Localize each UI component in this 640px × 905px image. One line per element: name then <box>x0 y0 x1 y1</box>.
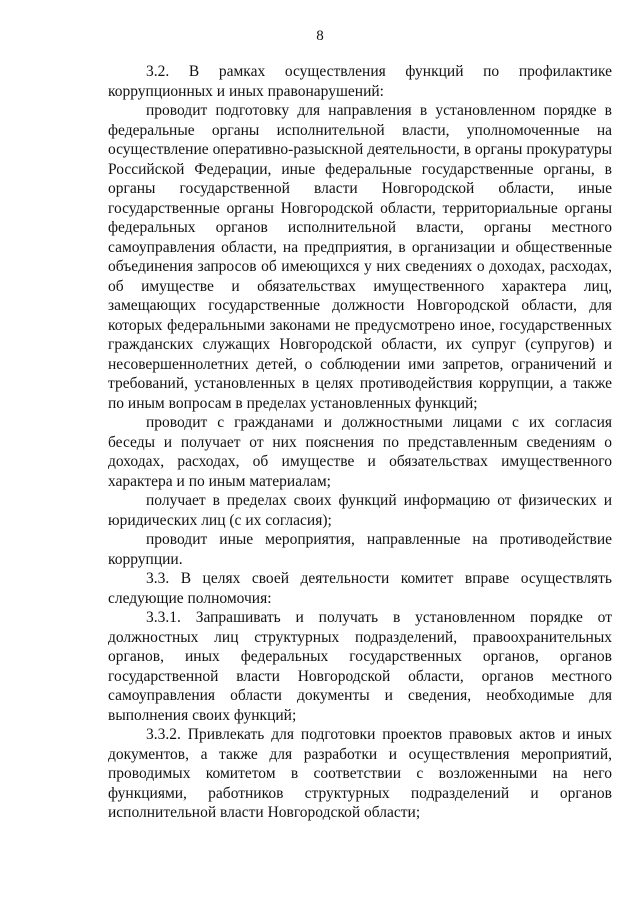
page-number: 8 <box>316 28 324 44</box>
paragraph-3-3-2: 3.3.2. Привлекать для подготовки проектов правовых актов и иных документов, а также для разработки и осуществления мероприятий, проводимых комитетом в соответствии с возложенными на него функциями, работников структурных подразделений и органов исполнительной власти Новгородской области; <box>108 726 612 821</box>
paragraph-interviews: проводит с гражданами и должностными лицами с их согласия беседы и получает от них пояснения по представленным сведениям о доходах, расходах, об имуществе и обязательствах имущественного характера и по иным материалам; <box>108 414 612 490</box>
paragraph-3-3-1: 3.3.1. Запрашивать и получать в установленном порядке от должностных лиц структурных подразделений, правоохранительных органов, иных федеральных государственных органов, органов государственной власти Новгородской области, органов местного самоуправления области документы и сведения, необходимые для выполнения своих функций; <box>108 609 612 724</box>
paragraph-other-measures: проводит иные мероприятия, направленные на противодействие коррупции. <box>108 531 612 568</box>
paragraph-information: получает в пределах своих функций информацию от физических и юридических лиц (с их согласия); <box>108 492 612 529</box>
document-body <box>108 62 612 823</box>
paragraph-3-3: 3.3. В целях своей деятельности комитет вправе осуществлять следующие полномочия: <box>108 570 612 607</box>
paragraph-requests: проводит подготовку для направления в установленном порядке в федеральные органы исполнительной власти, уполномоченные на осуществление оперативно-разыскной деятельности, в органы прокуратуры Российской Федерации, иные федеральные государственные органы, в органы государственной власти Новгородской области, иные государственные органы Новгородской области, территориальные органы федеральных органов исполнительной власти, органы местного самоуправления области, на предприятия, в организации и общественные объединения запросов об имеющихся у них сведениях о доходах, расходах, об имуществе и обязательствах имущественного характера лиц, замещающих государственные должности Новгородской области, для которых федеральными законами не предусмотрено иное, государственных гражданских служащих Новгородской области, их супруг (супругов) и несовершеннолетних детей, о соблюдении ими запретов, ограничений и требований, установленных в целях противодействия коррупции, а также по иным вопросам в пределах установленных функций; <box>108 102 612 412</box>
paragraph-3-2: 3.2. В рамках осуществления функций по профилактике коррупционных и иных правонарушений: <box>108 63 612 100</box>
